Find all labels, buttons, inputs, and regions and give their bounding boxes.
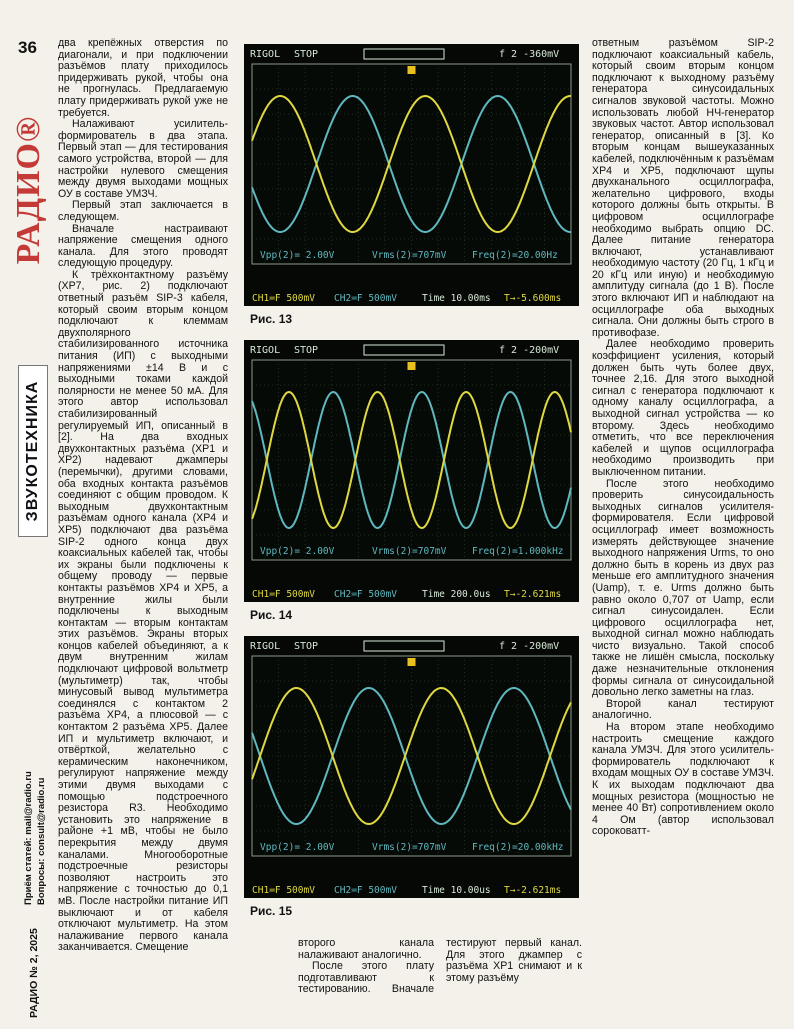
paragraph: ответным разъёмом SIP-2 подключают коаксиальный кабель, который своим вторым концом подключают к выходному разъёму генератора синусоидальных сигналов звуковой частоты. Можно использовать любой НЧ-генератор звуковых частот. Автор использовал генератор, описанный в [3]. Ко вторым концам вышеуказанных кабелей, подключённым к разъёмам XP4 и XP5, подключают щупы двухканального осциллографа, желательно цифрового, входы которого должны быть открыты. В цифровом осциллографе необходимо выбрать опцию DC. Далее питание генератора включают, устанавливают необходимую частоту (20 Гц, 1 кГц и 20 кГц или иную) и необходимую амплитуду сигнала (до 1 В). После этого включают ИП и наблюдают на осциллографе оба выходных сигнала. Они должны быть строго в противофазе. (592, 38, 774, 339)
scope-vrms: Vrms(2)=707mV (372, 842, 447, 853)
scope-freq: Freq(2)=1.000kHz (472, 546, 564, 557)
figure-caption-14: Рис. 14 (250, 608, 293, 622)
scope-offset: T→-2.621ms (504, 589, 562, 600)
scope-offset: T→-2.621ms (504, 885, 562, 896)
scope-vpp: Vpp(2)= 2.00V (260, 250, 335, 261)
magazine-logo-text: РАДИО® (10, 115, 47, 265)
scope-vrms: Vrms(2)=707mV (372, 250, 447, 261)
scope-ch2: CH2≕F 500mV (334, 885, 397, 896)
scope-freq: Freq(2)=20.00kHz (472, 842, 564, 853)
paragraph: После этого плату подготавливают к тестированию. Вначале тестируют первый канал. Для этого джампер с разъёма XP1 снимают и к этому разъёму (298, 938, 582, 996)
text-column-left (58, 38, 228, 1020)
paragraph: К трёхконтактному разъёму (XP7, рис. 2) подключают ответный разъём SIP-3 кабеля, который своим вторым концом подключают к клеммам двухполярного стабилизированного источника питания (ИП) с выходными напряжениями ±14 В и с выходными токами каждой полярности не менее 50 мА. Для этого автор использовал стабилизированный регулируемый ИП, описанный в [2]. На два входных двухконтактных разъёма (XP1 и XP2) надевают джамперы (перемычки), другими словами, оба входных контакта разъёмов соединяют с общим проводом. К выходным двухконтактным разъёмам одного канала (XP4 и XP5) подключают два разъёма SIP-2 одного конца двух коаксиальных кабелей так, чтобы их экраны были подключены к общему проводу — первые контакты разъёмов XP4 и XP5, а внутренние жилы были подключены к выходным контактам — вторым контактам этих разъёмов. Экраны вторых концов кабелей объединяют, а к двум внутренним жилам подключают цифровой вольтметр (мультиметр) так, чтобы минусовый вывод мультиметра соединялся с контактом 2 разъёма XP4, а плюсовой — с контактом 2 разъёма XP5. Далее ИП и мультиметр включают, и отвёрткой, желательно с керамическим наконечником, регулируют напряжение между этими двумя выходами с помощью подстроечного резистора R3. Необходимо установить это напряжение в районе +1 мВ, чтобы не было перекрытия между двумя каналами. Многооборотные подстроечные резисторы позволяют настроить это напряжение с точностью до 0,1 мВ. После настройки питание ИП выключают и от кабеля отключают мультиметр. На этом налаживание первого канала заканчивается. Смещение (58, 268, 228, 954)
scope-offset: T→-5.600ms (504, 293, 562, 304)
paragraph: два крепёжных отверстия по диагонали, и при подключении разъёмов плату приходилось придерживать рукой, чтобы она не прогнулась. Предлагаемую плату придерживать рукой уже не требуется. (58, 38, 228, 119)
paragraph: Вначале настраивают напряжение смещения одного канала. Для этого проводят следующую процедуру. (58, 222, 228, 270)
scope-ch1: CH1≕F 500mV (252, 885, 315, 896)
paragraph: На втором этапе необходимо настроить смещение каждого канала УМЗЧ. Для этого усилитель-формирователь подключают к входам мощных ОУ в составе УМЗЧ. К их выходам подключают два мощных резистора (мощностью не менее 40 Вт) сопротивлением около 4 Ом (автор использовал сороковатт- (592, 721, 774, 838)
page-number: 36 (18, 38, 37, 57)
scope-vpp: Vpp(2)= 2.00V (260, 842, 335, 853)
scope-ch2: CH2≕F 500mV (334, 293, 397, 304)
magazine-logo (6, 100, 52, 280)
paragraph: второго канала налаживают аналогично. (298, 938, 434, 961)
scope-ch1: CH1≕F 500mV (252, 589, 315, 600)
oscilloscope-figure-13 (244, 44, 579, 306)
scope-status: STOP (294, 641, 319, 652)
text-column-middle (298, 938, 582, 1020)
scope-freq: Freq(2)=20.00Hz (472, 250, 558, 261)
scope-screen (244, 44, 579, 306)
figure-caption-15: Рис. 15 (250, 904, 293, 918)
scope-trigger: f 2 -360mV (499, 49, 560, 60)
contact-questions: Вопросы: consult@radio.ru (36, 777, 47, 905)
section-label-box (18, 365, 48, 537)
scope-brand: RIGOL (250, 345, 281, 356)
scope-time: Time 10.00ms (422, 293, 491, 304)
scope-brand: RIGOL (250, 641, 281, 652)
scope-screen (244, 636, 579, 898)
scope-screen (244, 340, 579, 602)
scope-status: STOP (294, 49, 319, 60)
scope-time: Time 200.0us (422, 589, 491, 600)
scope-ch1: CH1≕F 500mV (252, 293, 315, 304)
paragraph: Первый этап заключается в следующем. (58, 199, 228, 223)
issue-label: РАДИО № 2, 2025 (28, 928, 40, 1018)
paragraph: После этого необходимо проверить синусоидальность выходных сигналов усилителя-формирователя. Если цифровой осциллограф имеет возможность измерять действующее значение выходного напряжения Urms, то оно должно быть в корень из двух раз меньше его амплитудного значения (Uamp), т. е. Urms должно быть равно около 0,707 от Uamp, если сигнал синусоидален. Если цифрового осциллографа нет, выходной сигнал можно наблюдать чисто визуально. Такой способ также не лишён смысла, поскольку даже незначительные отклонения формы сигнала от синусоидальной довольно легко заметны на глаз. (592, 477, 774, 699)
contact-articles: Приём статей: mail@radio.ru (23, 771, 34, 905)
oscilloscope-figure-15 (244, 636, 579, 898)
paragraph: Налаживают усилитель-формирователь в два этапа. Первый этап — для тестирования самого устройства, второй — для настройки нулевого смещения между двумя выходами мощных ОУ в составе УМЗЧ. (58, 118, 228, 200)
figure-caption-13: Рис. 13 (250, 312, 293, 326)
page-sidebar (0, 0, 52, 1029)
scope-ch2: CH2≕F 500mV (334, 589, 397, 600)
scope-time: Time 10.00us (422, 885, 491, 896)
section-label: ЗВУКОТЕХНИКА (24, 380, 41, 522)
scope-vpp: Vpp(2)= 2.00V (260, 546, 335, 557)
scope-brand: RIGOL (250, 49, 281, 60)
scope-status: STOP (294, 345, 319, 356)
paragraph: Далее необходимо проверить коэффициент усиления, который должен быть чуть более двух, точнее 2,16. Для этого выходной сигнал с генератора подключают к одному каналу осциллографа, а выходной сигнал устройства — ко второму. Здесь необходимо отметить, что все переключения кабелей и щупов осциллографа необходимо производить при выключенном питании. (592, 338, 774, 478)
scope-trigger: f 2 -200mV (499, 641, 560, 652)
scope-trigger: f 2 -200mV (499, 345, 560, 356)
text-column-right (592, 38, 774, 1020)
paragraph: Второй канал тестируют аналогично. (592, 697, 774, 722)
oscilloscope-figure-14 (244, 340, 579, 602)
scope-vrms: Vrms(2)=707mV (372, 546, 447, 557)
